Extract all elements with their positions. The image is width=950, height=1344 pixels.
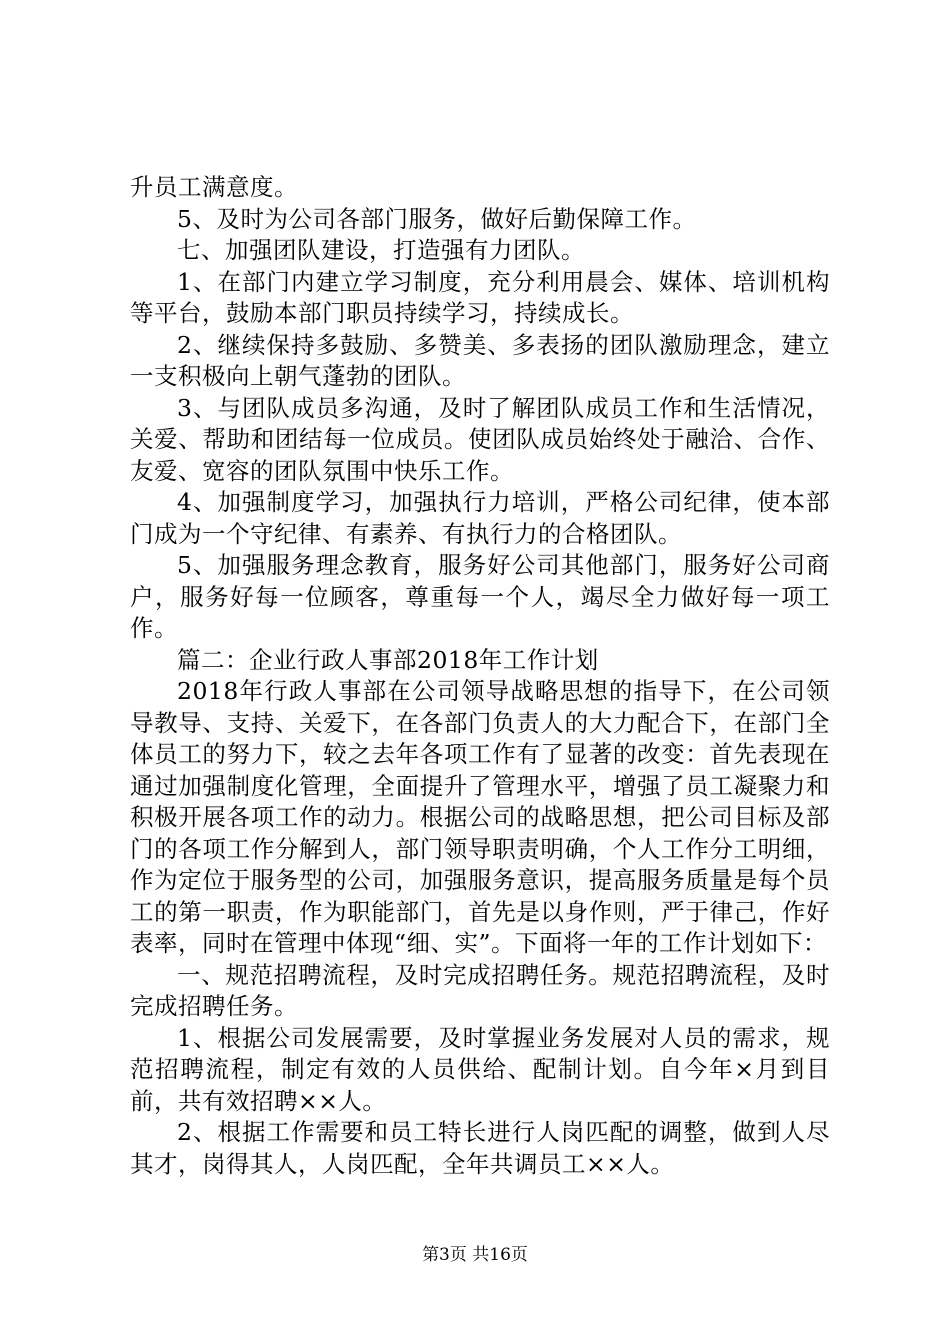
page-footer [0,1244,950,1266]
document-body [130,172,830,1180]
chapter-heading: 篇二：企业行政人事部2018年工作计划 [177,645,599,674]
paragraph-1: 升员工满意度。 [130,173,298,201]
paragraph-12: 1、根据公司发展需要，及时掌握业务发展对人员的需求，规范招聘流程，制定有效的人员供给、配制计划。自今年×月到目前，共有效招聘××人。 [130,1023,830,1115]
paragraph-10: 2018年行政人事部在公司领导战略思想的指导下，在公司领导教导、支持、关爱下，在各部门负责人的大力配合下，在部门全体员工的努力下，较之去年各项工作有了显著的改变：首先表现在通过加强制度化管理，全面提升了管理水平，增强了员工凝聚力和积极开展各项工作的动力。根据公司的战略思想，把公司目标及部门的各项工作分解到人，部门领导职责明确，个人工作分工明细，作为定位于服务型的公司，加强服务意识，提高服务质量是每个员工的第一职责，作为职能部门，首先是以身作则，严于律己，作好表率，同时在管理中体现“细、实”。下面将一年的工作计划如下： [130,677,830,957]
section-heading-7: 七、加强团队建设，打造强有力团队。 [177,236,585,264]
paragraph-13: 2、根据工作需要和员工特长进行人岗匹配的调整，做到人尽其才，岗得其人，人岗匹配，全年共调员工××人。 [130,1118,830,1178]
paragraph-8: 5、加强服务理念教育，服务好公司其他部门，服务好公司商户，服务好每一位顾客，尊重每一个人，竭尽全力做好每一项工作。 [130,551,830,642]
paragraph-2: 5、及时为公司各部门服务，做好后勤保障工作。 [177,204,697,233]
paragraph-5: 2、继续保持多鼓励、多赞美、多表扬的团队激励理念，建立一支积极向上朝气蓬勃的团队。 [130,330,830,390]
page-number: 第3页 共16页 [422,1245,528,1265]
paragraph-6: 3、与团队成员多沟通，及时了解团队成员工作和生活情况，关爱、帮助和团结每一位成员。使团队成员始终处于融洽、合作、友爱、宽容的团队氛围中快乐工作。 [130,393,830,485]
paragraph-4: 1、在部门内建立学习制度，充分利用晨会、媒体、培训机构等平台，鼓励本部门职员持续学习，持续成长。 [130,267,830,327]
section-heading-1: 一、规范招聘流程，及时完成招聘任务。规范招聘流程，及时完成招聘任务。 [130,960,830,1020]
paragraph-7: 4、加强制度学习，加强执行力培训，严格公司纪律，使本部门成为一个守纪律、有素养、有执行力的合格团队。 [130,488,830,548]
